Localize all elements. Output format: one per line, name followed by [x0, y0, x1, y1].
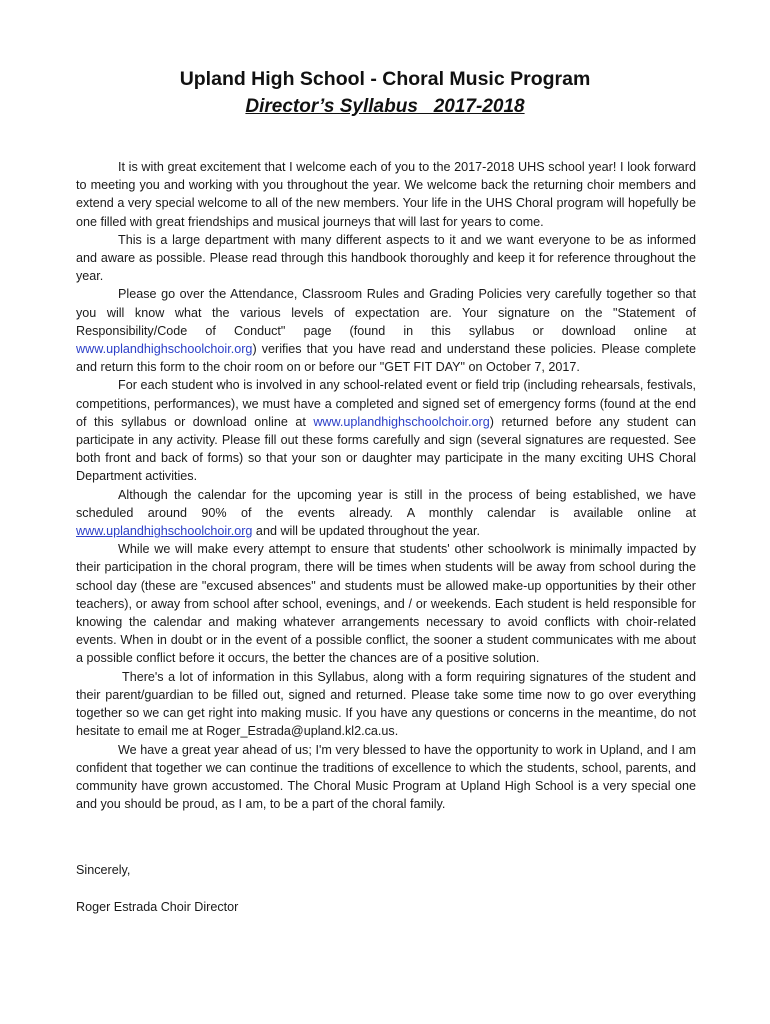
document-subtitle: Director’s Syllabus 2017-2018 — [245, 96, 525, 117]
policies-text-before: Please go over the Attendance, Classroom Rules and Grading Policies very carefully together so that you will know what the various levels of expectation are. Your signature on the "Statement of Responsibility/Code of Conduct" page (found in this syllabus or download online at — [76, 287, 696, 338]
choir-website-link[interactable]: www.uplandhighschoolchoir.org — [76, 342, 253, 357]
forms-text-after: ) returned before any student can participate in any activity. Please fill out these forms carefully and sign (several signatures are requested. See both front and back of forms) so that your son or daughter may participate in the many exciting UHS Choral Department activities. — [76, 414, 696, 484]
paragraph-information: There's a lot of information in this Syllabus, along with a form requiring signatures of the student and their parent/guardian to be filled out, signed and returned. Please take some time now to go over everything together so we can get right into making music. If you have any questions or concerns in the meantime, do not hesitate to email me at Roger_Estrada@upland.kl2.ca.us. — [76, 669, 696, 739]
paragraph-welcome: It is with great excitement that I welcome each of you to the 2017-2018 UHS school year! I look forward to meeting you and working with you throughout the year. We welcome back the returning choir members and extend a very special welcome to all of the new members. Your life in the UHS Choral program will hopefully be one filled with great friendships and musical journeys that will last for years to come. — [76, 160, 696, 229]
choir-website-link[interactable]: www.uplandhighschoolchoir.org — [76, 524, 253, 539]
paragraph-policies — [76, 285, 696, 376]
forms-text-before: For each student who is involved in any school-related event or field trip (including rehearsals, festivals, competitions, performances), we must have a completed and signed set of emergency forms (found at the end of this syllabus or download online at — [76, 378, 696, 429]
calendar-text-before: Although the calendar for the upcoming year is still in the process of being established, we have scheduled around 90% of the events already. A monthly calendar is available online at — [76, 487, 696, 520]
salutation: Sincerely, — [76, 863, 131, 877]
paragraph-calendar — [76, 486, 696, 541]
paragraph-department: This is a large department with many different aspects to it and we want everyone to be as informed and aware as possible. Please read through this handbook thoroughly and keep it for reference throughout the year. — [76, 232, 696, 284]
letter-body — [76, 158, 696, 813]
calendar-text-after: and will be updated throughout the year. — [252, 524, 480, 539]
choir-website-link[interactable]: www.uplandhighschoolchoir.org — [313, 414, 490, 429]
signature-line: Roger Estrada Choir Director — [76, 900, 239, 914]
document-title: Upland High School - Choral Music Program — [179, 68, 591, 90]
paragraph-emergency-forms — [76, 376, 696, 485]
paragraph-absences: While we will make every attempt to ensure that students' other schoolwork is minimally impacted by their participation in the choral program, there will be times when students will be away from school during the school day (these are "excused absences" and students must be allowed make-up opportunities by their other teachers), or away from school after school, evenings, and / or weekends. Each student is held responsible for knowing the calendar and making whatever arrangements necessary to avoid conflicts with choir-related events. When in doubt or in the event of a possible conflict, the sooner a student communicates with me about a possible conflict before it occurs, the better the chances are of a positive solution. — [76, 542, 696, 666]
paragraph-closing: We have a great year ahead of us; I'm very blessed to have the opportunity to work in Upland, and I am confident that together we can continue the traditions of excellence to which the students, school, parents, and community have grown accustomed. The Choral Music Program at Upland High School is a very special one and you should be proud, as I am, to be a part of the choral family. — [76, 742, 696, 812]
policies-text-after: ) verifies that you have read and understand these policies. Please complete and return this form to the choir room on or before our "GET FIT DAY" on October 7, 2017. — [76, 342, 696, 375]
